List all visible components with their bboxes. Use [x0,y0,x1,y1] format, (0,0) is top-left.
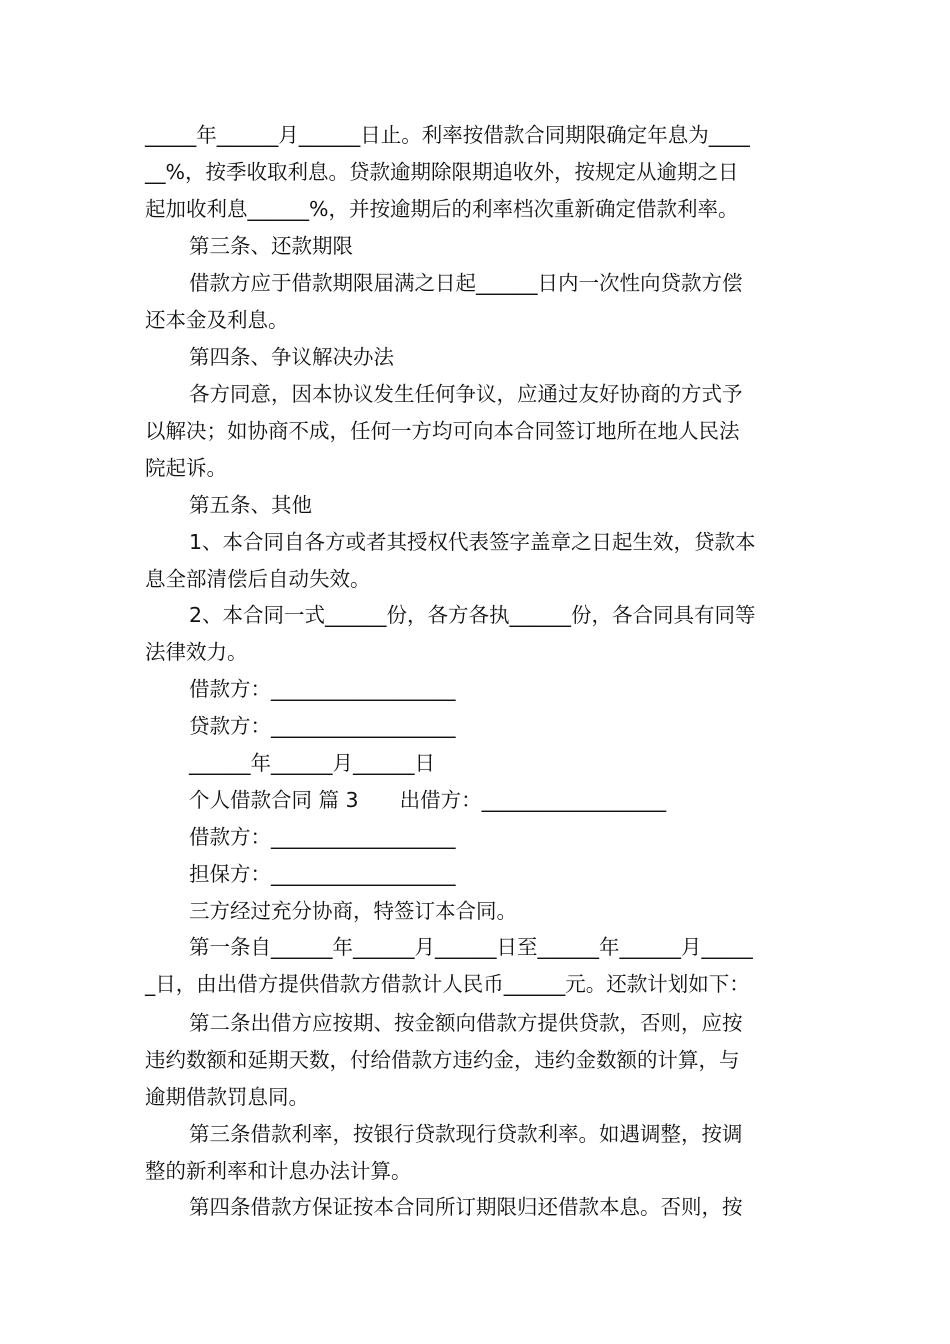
text-line: 2、本合同一式______份，各方各执______份，各合同具有同等 [189,603,756,627]
text-line: 逾期借款罚息同。 [145,1085,309,1109]
text-line: 第三条借款利率，按银行贷款现行贷款利率。如遇调整，按调 [189,1122,743,1146]
text-line: _日，由出借方提供借款方借款计人民币______元。还款计划如下： [145,972,750,996]
text-line: 法律效力。 [145,640,248,664]
section-heading: 第三条、还款期限 [189,234,353,258]
borrower-signature-line: 借款方：__________________ [189,677,456,701]
section-heading: 第五条、其他 [189,493,312,517]
text-line: _____年______月______日止。利率按借款合同期限确定年息为____ [145,123,750,147]
contract-title-line: 个人借款合同 篇 3 出借方：__________________ [189,788,667,812]
text-line: 违约数额和延期天数，付给借款方违约金，违约金数额的计算，与 [145,1048,740,1072]
text-line: 起加收利息______%，并按逾期后的利率档次重新确定借款利率。 [145,197,739,221]
text-line: 三方经过充分协商，特签订本合同。 [189,899,517,923]
text-line: 第四条借款方保证按本合同所订期限归还借款本息。否则，按 [189,1195,743,1219]
guarantor-signature-line: 担保方：__________________ [189,862,456,886]
text-line: 借款方应于借款期限届满之日起______日内一次性向贷款方偿 [189,271,743,295]
text-line: 以解决；如协商不成，任何一方均可向本合同签订地所在地人民法 [145,419,740,443]
borrower-signature-line: 借款方：__________________ [189,825,456,849]
text-line: 第一条自______年______月______日至______年______月_____ [189,935,753,959]
text-line: 整的新利率和计息办法计算。 [145,1159,412,1183]
text-line: 第二条出借方应按期、按金额向借款方提供贷款，否则，应按 [189,1011,743,1035]
text-line: 还本金及利息。 [145,308,289,332]
lender-signature-line: 贷款方：__________________ [189,714,456,738]
text-line: 院起诉。 [145,456,227,480]
text-line: __%，按季收取利息。贷款逾期除限期追收外，按规定从逾期之日 [145,160,739,184]
text-line: 各方同意，因本协议发生任何争议，应通过友好协商的方式予 [189,382,743,406]
text-line: 息全部清偿后自动失效。 [145,567,371,591]
section-heading: 第四条、争议解决办法 [189,345,394,369]
text-line: 1、本合同自各方或者其授权代表签字盖章之日起生效，贷款本 [189,530,756,554]
date-line: ______年______月______日 [189,751,435,775]
